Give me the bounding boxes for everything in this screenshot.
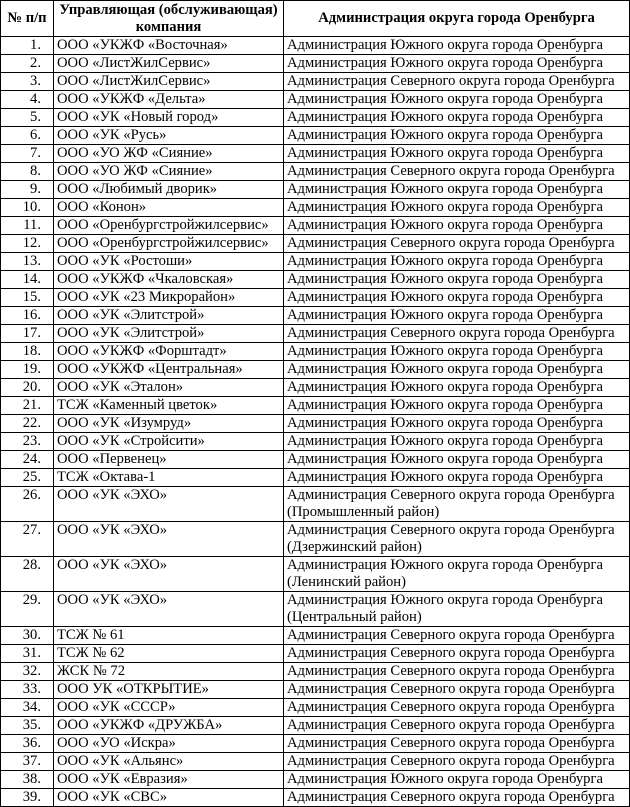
district-line: (Ленинский район) <box>287 574 406 590</box>
administration-line: Администрация Южного округа города Оренбурга <box>287 469 603 485</box>
company-name: ООО «Первенец» <box>54 451 284 469</box>
table-row <box>1 163 630 181</box>
row-number: 18. <box>1 343 54 361</box>
administration-line: Администрация Северного округа города Оренбурга <box>287 789 615 805</box>
table-row <box>1 127 630 145</box>
table-row <box>1 109 630 127</box>
administration-name <box>284 235 630 253</box>
table-row <box>1 271 630 289</box>
administration-name <box>284 271 630 289</box>
administration-line: Администрация Южного округа города Оренбурга <box>287 253 603 269</box>
administration-name <box>284 253 630 271</box>
administration-name <box>284 433 630 451</box>
row-number: 30. <box>1 627 54 645</box>
administration-line: Администрация Северного округа города Оренбурга <box>287 645 615 661</box>
company-name: ООО «УК «Евразия» <box>54 771 284 789</box>
table-row <box>1 433 630 451</box>
table-row <box>1 217 630 235</box>
header-administration: Администрация округа города Оренбурга <box>284 1 630 37</box>
company-name: ООО «УО ЖФ «Сияние» <box>54 163 284 181</box>
company-name: ТСЖ № 62 <box>54 645 284 663</box>
administration-line: Администрация Южного округа города Оренбурга <box>287 433 603 449</box>
administration-line: Администрация Северного округа города Оренбурга <box>287 163 615 179</box>
company-name: ООО «ЛистЖилСервис» <box>54 55 284 73</box>
header-num: № п/п <box>1 1 54 37</box>
row-number: 32. <box>1 663 54 681</box>
table-row <box>1 522 630 557</box>
company-name: ООО «Оренбургстройжилсервис» <box>54 217 284 235</box>
administration-name <box>284 163 630 181</box>
company-name: ООО «УК «Альянс» <box>54 753 284 771</box>
company-name: ТСЖ «Октава-1 <box>54 469 284 487</box>
table-row <box>1 145 630 163</box>
table-row <box>1 753 630 771</box>
administration-name <box>284 199 630 217</box>
administration-line: Администрация Северного округа города Оренбурга <box>287 235 615 251</box>
administration-name <box>284 645 630 663</box>
table-row <box>1 699 630 717</box>
table-row <box>1 771 630 789</box>
administration-line: Администрация Южного округа города Оренбурга <box>287 217 603 233</box>
administration-name <box>284 109 630 127</box>
administration-line: Администрация Южного округа города Оренбурга <box>287 37 603 53</box>
row-number: 33. <box>1 681 54 699</box>
row-number: 3. <box>1 73 54 91</box>
row-number: 7. <box>1 145 54 163</box>
company-name: ООО «Оренбургстройжилсервис» <box>54 235 284 253</box>
row-number: 26. <box>1 487 54 522</box>
company-name: ООО «УО «Искра» <box>54 735 284 753</box>
administration-line: Администрация Южного округа города Оренбурга <box>287 307 603 323</box>
company-name: ООО «ЛистЖилСервис» <box>54 73 284 91</box>
company-name: ООО «УК «Новый город» <box>54 109 284 127</box>
table-row <box>1 181 630 199</box>
company-name: ООО «УК «Изумруд» <box>54 415 284 433</box>
administration-name <box>284 753 630 771</box>
administration-name <box>284 789 630 807</box>
company-name: ООО «УК «Элитстрой» <box>54 307 284 325</box>
administration-name <box>284 699 630 717</box>
row-number: 5. <box>1 109 54 127</box>
row-number: 17. <box>1 325 54 343</box>
district-line: (Промышленный район) <box>287 504 440 520</box>
row-number: 38. <box>1 771 54 789</box>
administration-line: Администрация Южного округа города Оренбурга <box>287 55 603 71</box>
table-row <box>1 199 630 217</box>
administration-line: Администрация Южного округа города Оренбурга <box>287 397 603 413</box>
table-row <box>1 253 630 271</box>
administration-line: Администрация Северного округа города Оренбурга <box>287 753 615 769</box>
administration-name <box>284 217 630 235</box>
row-number: 25. <box>1 469 54 487</box>
row-number: 16. <box>1 307 54 325</box>
administration-line: Администрация Северного округа города Оренбурга <box>287 522 615 538</box>
table-row <box>1 681 630 699</box>
administration-name <box>284 487 630 522</box>
row-number: 39. <box>1 789 54 807</box>
administration-line: Администрация Северного округа города Оренбурга <box>287 717 615 733</box>
district-line: (Дзержинский район) <box>287 539 422 555</box>
administration-name <box>284 522 630 557</box>
administration-name <box>284 91 630 109</box>
administration-line: Администрация Южного округа города Оренбурга <box>287 771 603 787</box>
company-name: ООО «УК «ЭХО» <box>54 592 284 627</box>
administration-name <box>284 73 630 91</box>
administration-name <box>284 663 630 681</box>
row-number: 34. <box>1 699 54 717</box>
company-name: ООО «УО ЖФ «Сияние» <box>54 145 284 163</box>
administration-line: Администрация Южного округа города Оренбурга <box>287 271 603 287</box>
company-name: ТСЖ «Каменный цветок» <box>54 397 284 415</box>
administration-name <box>284 627 630 645</box>
administration-name <box>284 181 630 199</box>
administration-name <box>284 379 630 397</box>
administration-line: Администрация Северного округа города Оренбурга <box>287 735 615 751</box>
administration-line: Администрация Северного округа города Оренбурга <box>287 663 615 679</box>
company-name: ООО «УК «Элитстрой» <box>54 325 284 343</box>
administration-line: Администрация Северного округа города Оренбурга <box>287 73 615 89</box>
administration-line: Администрация Северного округа города Оренбурга <box>287 699 615 715</box>
table-row <box>1 663 630 681</box>
table-row <box>1 325 630 343</box>
table-row <box>1 379 630 397</box>
company-name: ООО «Любимый дворик» <box>54 181 284 199</box>
administration-name <box>284 55 630 73</box>
row-number: 12. <box>1 235 54 253</box>
row-number: 19. <box>1 361 54 379</box>
administration-name <box>284 415 630 433</box>
table-row <box>1 235 630 253</box>
company-name: ООО «УКЖФ «Чкаловская» <box>54 271 284 289</box>
row-number: 15. <box>1 289 54 307</box>
table-header-row <box>1 1 630 37</box>
district-line: (Центральный район) <box>287 609 422 625</box>
company-name: ООО «УКЖФ «Центральная» <box>54 361 284 379</box>
administration-name <box>284 681 630 699</box>
table-row <box>1 469 630 487</box>
administration-name <box>284 37 630 55</box>
table-row <box>1 397 630 415</box>
administration-line: Администрация Южного округа города Оренбурга <box>287 592 603 608</box>
table-row <box>1 645 630 663</box>
administration-name <box>284 361 630 379</box>
company-name: ТСЖ № 61 <box>54 627 284 645</box>
company-name: ООО «УК «Стройсити» <box>54 433 284 451</box>
company-name: ООО УК «ОТКРЫТИЕ» <box>54 681 284 699</box>
row-number: 27. <box>1 522 54 557</box>
administration-line: Администрация Южного округа города Оренбурга <box>287 145 603 161</box>
administration-name <box>284 451 630 469</box>
administration-line: Администрация Южного округа города Оренбурга <box>287 91 603 107</box>
administration-name <box>284 469 630 487</box>
table-row <box>1 717 630 735</box>
administration-line: Администрация Южного округа города Оренбурга <box>287 557 603 573</box>
row-number: 13. <box>1 253 54 271</box>
table-row <box>1 627 630 645</box>
row-number: 31. <box>1 645 54 663</box>
company-name: ООО «УК «Русь» <box>54 127 284 145</box>
administration-line: Администрация Южного округа города Оренбурга <box>287 361 603 377</box>
row-number: 6. <box>1 127 54 145</box>
table-row <box>1 361 630 379</box>
table-row <box>1 343 630 361</box>
administration-line: Администрация Южного округа города Оренбурга <box>287 415 603 431</box>
company-name: ООО «УК «Ростоши» <box>54 253 284 271</box>
table-row <box>1 289 630 307</box>
company-name: ООО «УК «ЭХО» <box>54 557 284 592</box>
row-number: 1. <box>1 37 54 55</box>
row-number: 20. <box>1 379 54 397</box>
table-row <box>1 592 630 627</box>
administration-line: Администрация Южного округа города Оренбурга <box>287 379 603 395</box>
table-row <box>1 73 630 91</box>
row-number: 4. <box>1 91 54 109</box>
company-name: ООО «УКЖФ «ДРУЖБА» <box>54 717 284 735</box>
table-row <box>1 55 630 73</box>
administration-line: Администрация Северного округа города Оренбурга <box>287 681 615 697</box>
row-number: 8. <box>1 163 54 181</box>
company-name: ООО «УК «ЭХО» <box>54 487 284 522</box>
company-name: ООО «УК «23 Микрорайон» <box>54 289 284 307</box>
row-number: 28. <box>1 557 54 592</box>
company-name: ЖСК № 72 <box>54 663 284 681</box>
administration-name <box>284 343 630 361</box>
row-number: 36. <box>1 735 54 753</box>
row-number: 10. <box>1 199 54 217</box>
table-row <box>1 487 630 522</box>
administration-line: Администрация Южного округа города Оренбурга <box>287 199 603 215</box>
administration-name <box>284 127 630 145</box>
administration-line: Администрация Южного округа города Оренбурга <box>287 127 603 143</box>
company-name: ООО «УК «ЭХО» <box>54 522 284 557</box>
row-number: 11. <box>1 217 54 235</box>
table-body <box>1 37 630 807</box>
table-row <box>1 557 630 592</box>
administration-name <box>284 592 630 627</box>
administration-line: Администрация Южного округа города Оренбурга <box>287 289 603 305</box>
row-number: 24. <box>1 451 54 469</box>
table-row <box>1 735 630 753</box>
administration-name <box>284 557 630 592</box>
row-number: 29. <box>1 592 54 627</box>
row-number: 35. <box>1 717 54 735</box>
company-name: ООО «УК «Эталон» <box>54 379 284 397</box>
company-name: ООО «УКЖФ «Дельта» <box>54 91 284 109</box>
table-row <box>1 789 630 807</box>
administration-name <box>284 717 630 735</box>
row-number: 21. <box>1 397 54 415</box>
administration-name <box>284 289 630 307</box>
table-row <box>1 415 630 433</box>
company-name: ООО «УК «СВС» <box>54 789 284 807</box>
row-number: 22. <box>1 415 54 433</box>
row-number: 9. <box>1 181 54 199</box>
administration-line: Администрация Северного округа города Оренбурга <box>287 487 615 503</box>
administration-name <box>284 307 630 325</box>
table-row <box>1 307 630 325</box>
row-number: 37. <box>1 753 54 771</box>
administration-name <box>284 771 630 789</box>
administration-name <box>284 145 630 163</box>
company-name: ООО «УК «СССР» <box>54 699 284 717</box>
company-name: ООО «УКЖФ «Восточная» <box>54 37 284 55</box>
company-name: ООО «УКЖФ «Форштадт» <box>54 343 284 361</box>
administration-name <box>284 735 630 753</box>
table-row <box>1 451 630 469</box>
row-number: 2. <box>1 55 54 73</box>
administration-line: Администрация Южного округа города Оренбурга <box>287 451 603 467</box>
administration-name <box>284 325 630 343</box>
administration-line: Администрация Южного округа города Оренбурга <box>287 181 603 197</box>
administration-name <box>284 397 630 415</box>
table-row <box>1 37 630 55</box>
administration-line: Администрация Южного округа города Оренбурга <box>287 109 603 125</box>
row-number: 23. <box>1 433 54 451</box>
company-name: ООО «Конон» <box>54 199 284 217</box>
administration-line: Администрация Северного округа города Оренбурга <box>287 325 615 341</box>
administration-line: Администрация Южного округа города Оренбурга <box>287 343 603 359</box>
row-number: 14. <box>1 271 54 289</box>
header-company: Управляющая (обслуживающая) компания <box>54 1 284 37</box>
table-row <box>1 91 630 109</box>
administration-line: Администрация Северного округа города Оренбурга <box>287 627 615 643</box>
